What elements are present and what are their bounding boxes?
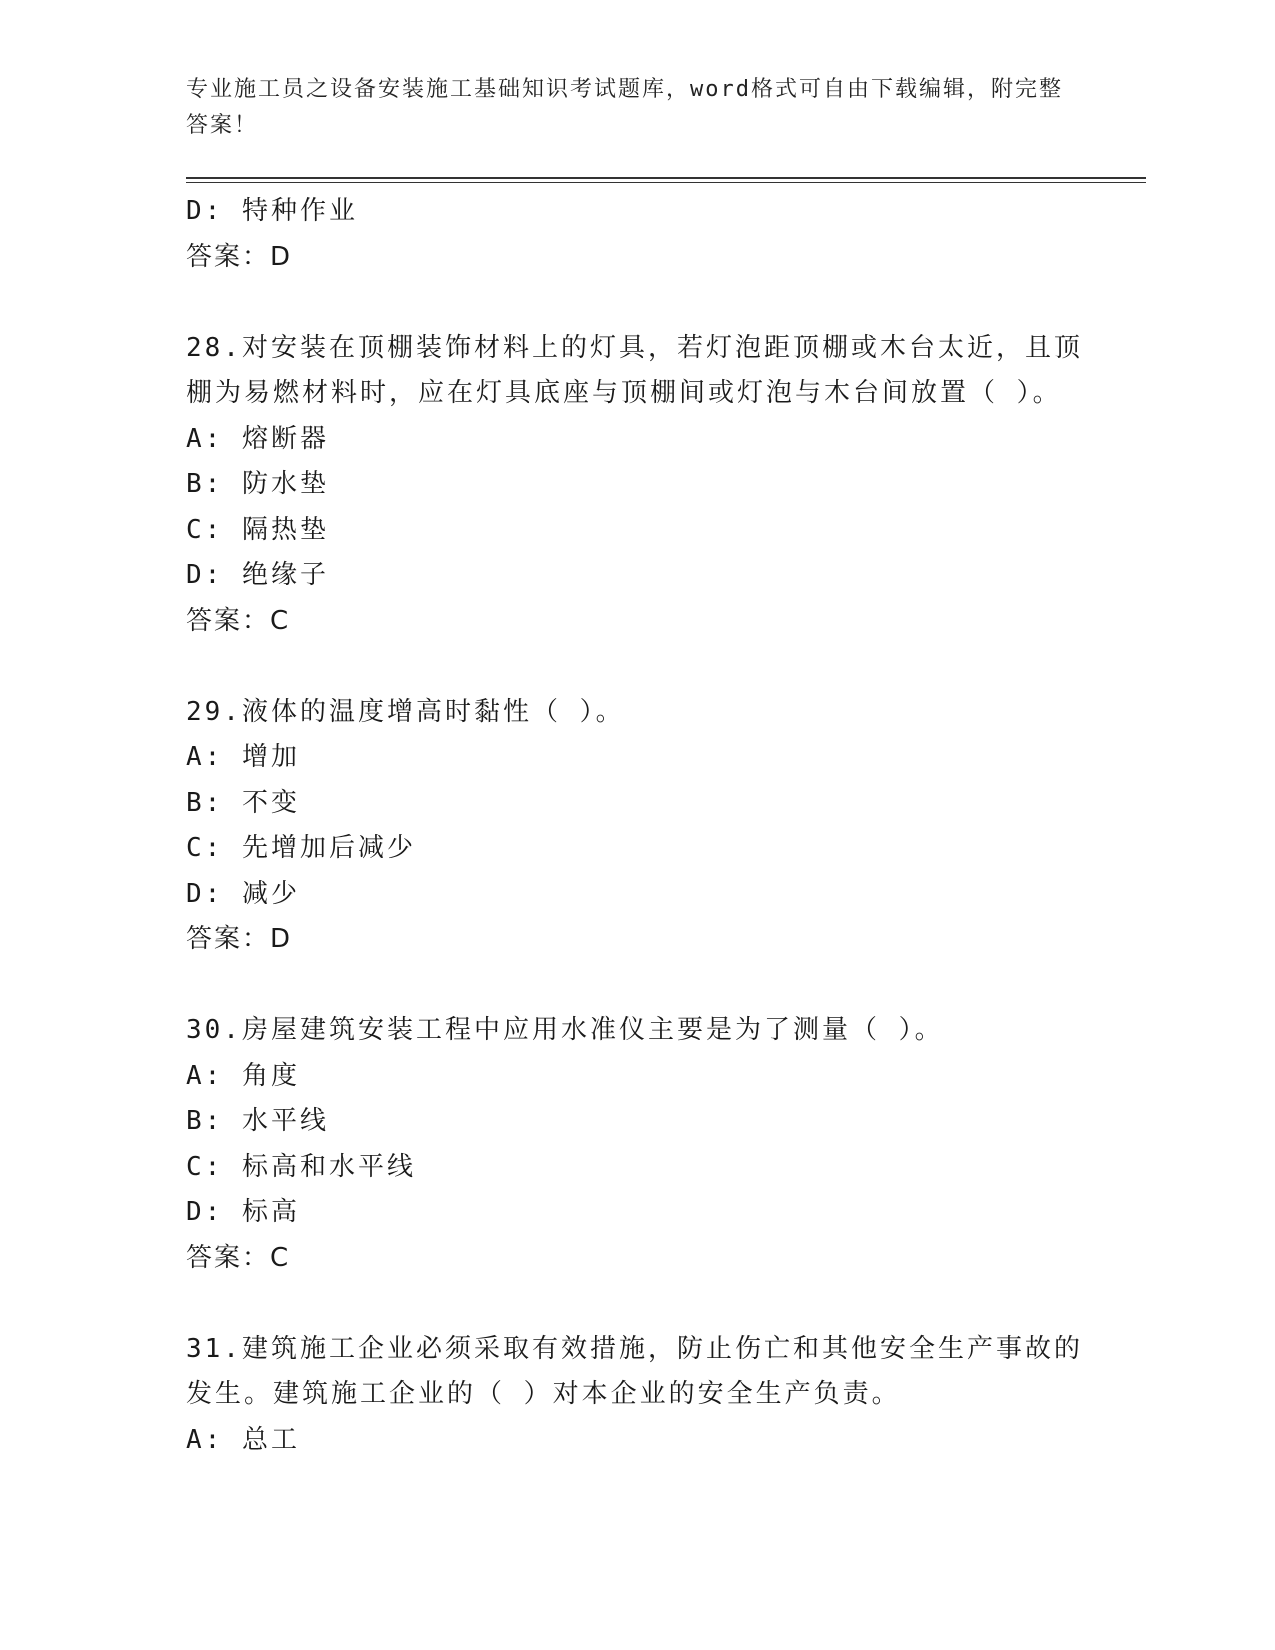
answer: 答案：D xyxy=(186,241,293,272)
option-b: B: 防水垫 xyxy=(186,469,329,499)
question-30 xyxy=(186,1008,1086,1281)
option-a: A: 增加 xyxy=(186,742,300,772)
option-c: C: 先增加后减少 xyxy=(186,833,416,863)
answer: 答案：C xyxy=(186,605,291,636)
option-d: D: 标高 xyxy=(186,1197,300,1227)
question-stem: 发生。建筑施工企业的（ ）对本企业的安全生产负责。 xyxy=(186,1379,901,1409)
question-29 xyxy=(186,690,1086,963)
option-d: D: 特种作业 xyxy=(186,196,358,226)
question-28 xyxy=(186,326,1086,645)
question-stem: 30.房屋建筑安装工程中应用水准仪主要是为了测量（ ）。 xyxy=(186,1015,944,1045)
option-b: B: 不变 xyxy=(186,787,300,818)
answer: 答案：D xyxy=(186,924,293,954)
option-a: A: 角度 xyxy=(186,1060,300,1091)
option-b: B: 水平线 xyxy=(186,1106,329,1136)
question-stem: 棚为易燃材料时，应在灯具底座与顶棚间或灯泡与木台间放置（ ）。 xyxy=(186,378,1062,408)
header-divider-thick xyxy=(186,177,1146,179)
option-a: A: 熔断器 xyxy=(186,423,329,454)
option-d: D: 减少 xyxy=(186,878,300,909)
question-stem: 31.建筑施工企业必须采取有效措施，防止伤亡和其他安全生产事故的 xyxy=(186,1333,1083,1364)
option-c: C: 隔热垫 xyxy=(186,514,329,545)
option-c: C: 标高和水平线 xyxy=(186,1151,416,1182)
option-a: A: 总工 xyxy=(186,1424,300,1455)
question-27-tail xyxy=(186,189,1086,280)
document-header: 专业施工员之设备安装施工基础知识考试题库，word格式可自由下载编辑，附完整答案！ xyxy=(186,77,1063,138)
question-31 xyxy=(186,1327,1086,1464)
question-stem: 28.对安装在顶棚装饰材料上的灯具，若灯泡距顶棚或木台太近，且顶 xyxy=(186,332,1083,363)
question-list xyxy=(186,189,1086,1463)
option-d: D: 绝缘子 xyxy=(186,560,329,590)
answer: 答案：C xyxy=(186,1242,291,1273)
header-divider-thin xyxy=(186,182,1146,183)
question-stem: 29.液体的温度增高时黏性（ ）。 xyxy=(186,696,625,727)
